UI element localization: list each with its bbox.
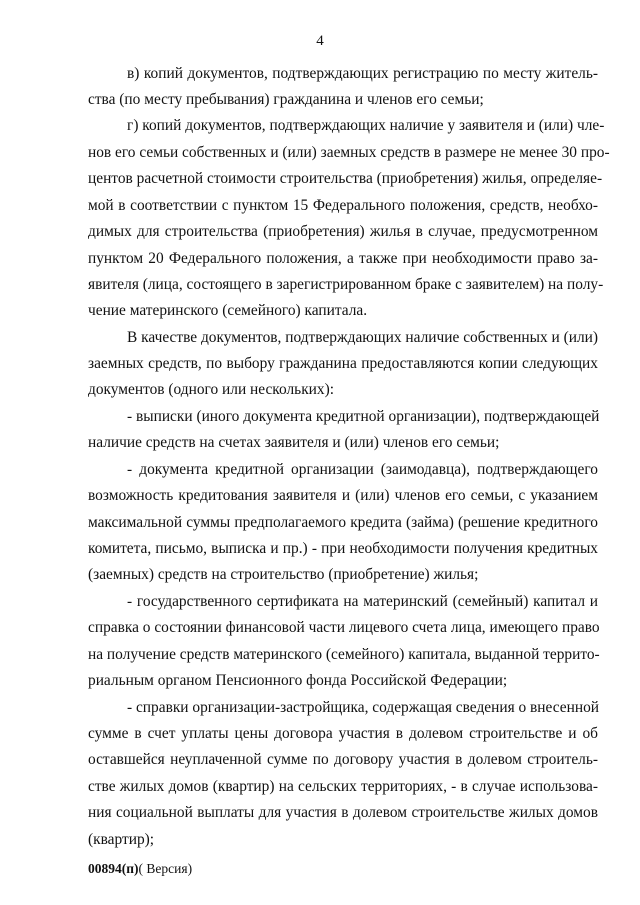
page-number: 4 xyxy=(316,33,324,49)
text-line: - выписки (иного документа кредитной организации), подтверждающей xyxy=(127,408,600,425)
text-line: документов (одного или нескольких): xyxy=(88,381,335,398)
text-line: чение материнского (семейного) капитала. xyxy=(88,302,368,319)
text-line: - государственного сертификата на материнский (семейный) капитал и xyxy=(127,593,598,610)
text-line: ния социальной выплаты для участия в долевом строительстве жилых домов xyxy=(88,804,598,821)
text-line: в) копий документов, подтверждающих регистрацию по месту житель- xyxy=(127,65,598,82)
text-line: нов его семьи собственных и (или) заемных средств в размере не менее 30 про- xyxy=(88,144,610,161)
text-line: димых для строительства (приобретения) жилья в случае, предусмотренном xyxy=(88,223,598,240)
footer xyxy=(88,861,192,877)
text-line: явителя (лица, состоящего в зарегистрированном браке с заявителем) на полу- xyxy=(88,276,604,293)
text-line: (заемных) средств на строительство (приобретение) жилья; xyxy=(88,566,479,583)
text-line: центов расчетной стоимости строительства (приобретения) жилья, определяе- xyxy=(88,170,603,187)
text-line: заемных средств, по выбору гражданина предоставляются копии следующих xyxy=(88,355,598,372)
text-line: - справки организации-застройщика, содержащая сведения о внесенной xyxy=(127,699,600,716)
text-line: оставшейся неуплаченной сумме по договору участия в долевом строитель- xyxy=(88,751,598,768)
text-line: максимальной суммы предполагаемого кредита (займа) (решение кредитного xyxy=(88,514,598,531)
text-line: - документа кредитной организации (заимодавца), подтверждающего xyxy=(127,461,598,478)
text-line: возможность кредитования заявителя и (или) членов его семьи, с указанием xyxy=(88,487,598,504)
text-line: риальным органом Пенсионного фонда Российской Федерации; xyxy=(88,672,508,689)
text-line: на получение средств материнского (семейного) капитала, выданной террито- xyxy=(88,646,600,663)
text-line: комитета, письмо, выписка и пр.) - при необходимости получения кредитных xyxy=(88,540,598,557)
text-line: наличие средств на счетах заявителя и (или) членов его семьи; xyxy=(88,434,500,451)
text-line: стве жилых домов (квартир) на сельских территориях, - в случае использова- xyxy=(88,778,598,795)
text-line: сумме в счет уплаты цены договора участия в долевом строительстве и об xyxy=(88,725,598,742)
text-line: В качестве документов, подтверждающих наличие собственных и (или) xyxy=(127,329,598,346)
version-label: ( Версия) xyxy=(138,861,193,876)
text-line: г) копий документов, подтверждающих наличие у заявителя и (или) чле- xyxy=(127,117,605,134)
text-line: ства (по месту пребывания) гражданина и членов его семьи; xyxy=(88,91,484,108)
text-line: мой в соответствии с пунктом 15 Федерального положения, средств, необхо- xyxy=(88,197,598,214)
document-code: 00894(п) xyxy=(88,861,139,876)
text-line: (квартир); xyxy=(88,831,155,848)
text-line: пунктом 20 Федерального положения, а также при необходимости право за- xyxy=(88,250,598,267)
text-line: справка о состоянии финансовой части лицевого счета лица, имеющего право xyxy=(88,619,600,636)
